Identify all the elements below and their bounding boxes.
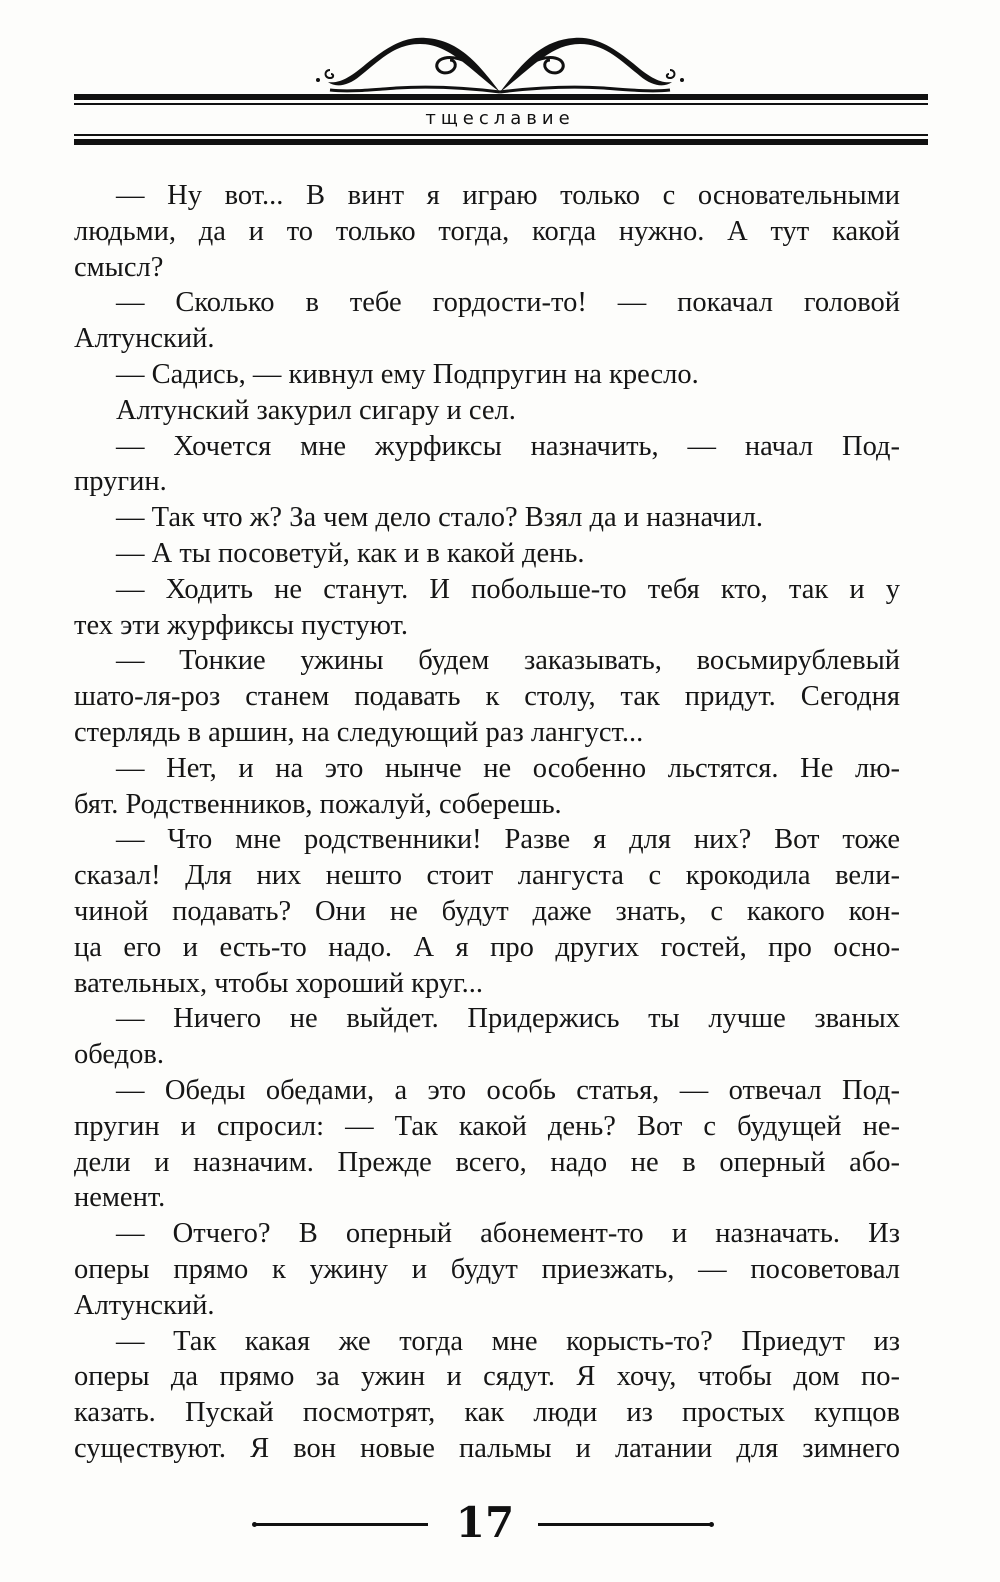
text-line: — Отчего? В оперный абонемент-то и назначать. Из (116, 1218, 900, 1250)
text-line: чиной подавать? Они не будут даже знать, с какого кон- (74, 895, 900, 927)
text-line: — Нет, и на это нынче не особенно льстятся. Не лю- (116, 752, 900, 784)
running-title: тщеславие (425, 108, 575, 129)
text-line: — Что мне родственники! Разве я для них? Вот тоже (116, 824, 900, 856)
text-line: — Тонкие ужины будем заказывать, восьмирублевый (116, 645, 900, 677)
text-line: людьми, да и то только тогда, когда нужно. А тут какой (74, 215, 900, 247)
folio-dot-right (709, 1522, 714, 1527)
header-rule-thick-top (74, 94, 928, 100)
page-number: 17 (455, 1498, 515, 1547)
text-line: — Садись, — кивнул ему Подпругин на кресло. (116, 358, 699, 390)
text-line: обедов. (74, 1039, 164, 1071)
text-line: вательных, чтобы хороший круг... (74, 967, 483, 999)
text-line: Алтунский закурил сигару и сел. (116, 394, 516, 426)
text-line: — Сколько в тебе гордости-то! — покачал головой (116, 287, 900, 319)
text-line: — Обеды обедами, а это особь статья, — отвечал Под- (116, 1074, 900, 1106)
text-line: сказал! Для них нешто стоит лангуста с крокодила вели- (74, 860, 900, 892)
text-line: шато-ля-роз станем подавать к столу, так придут. Сегодня (74, 681, 900, 713)
text-line: — Ну вот... В винт я играю только с основательными (116, 180, 900, 211)
text-line: — Хочется мне журфиксы назначить, — начал Под- (116, 430, 900, 462)
body-text (74, 178, 900, 1467)
text-line: Алтунский. (74, 323, 215, 355)
folio-rule-right (538, 1523, 710, 1526)
header-ornament-icon (300, 30, 700, 100)
text-line: пругин и спросил: — Так какой день? Вот с будущей не- (74, 1110, 900, 1142)
header-rule-thin-top (74, 103, 928, 105)
text-line: стерлядь в аршин, на следующий раз лангуст... (74, 716, 644, 748)
text-line: дели и назначим. Прежде всего, надо не в оперный або- (74, 1146, 900, 1178)
text-line: бят. Родственников, пожалуй, соберешь. (74, 788, 562, 820)
text-line: существуют. Я вон новые пальмы и латании для зимнего (74, 1432, 900, 1464)
text-line: казать. Пускай посмотрят, как люди из простых купцов (74, 1397, 900, 1429)
header-rule-thick-bottom (74, 139, 928, 145)
text-line: Алтунский. (74, 1289, 215, 1321)
header-rule-thin-bottom (74, 134, 928, 136)
text-line: оперы прямо к ужину и будут приезжать, — посоветовал (74, 1253, 900, 1285)
text-line: оперы да прямо за ужин и сядут. Я хочу, чтобы дом по- (74, 1361, 900, 1393)
text-line: — Так какая же тогда мне корысть-то? Приедут из (116, 1325, 900, 1357)
text-line: — Так что ж? За чем дело стало? Взял да и назначил. (116, 502, 763, 534)
folio-rule-left (256, 1523, 428, 1526)
text-line: — Ничего не выйдет. Придержись ты лучше званых (116, 1003, 900, 1035)
text-line: смысл? (74, 251, 164, 283)
text-line: — Ходить не станут. И побольше-то тебя кто, так и у (116, 573, 900, 605)
text-line: ца его и есть-то надо. А я про других гостей, про осно- (74, 931, 900, 963)
text-line: тех эти журфиксы пустуют. (74, 609, 408, 641)
text-line: немент. (74, 1182, 166, 1214)
text-line: — А ты посоветуй, как и в какой день. (116, 537, 585, 569)
text-line: пругин. (74, 466, 167, 498)
